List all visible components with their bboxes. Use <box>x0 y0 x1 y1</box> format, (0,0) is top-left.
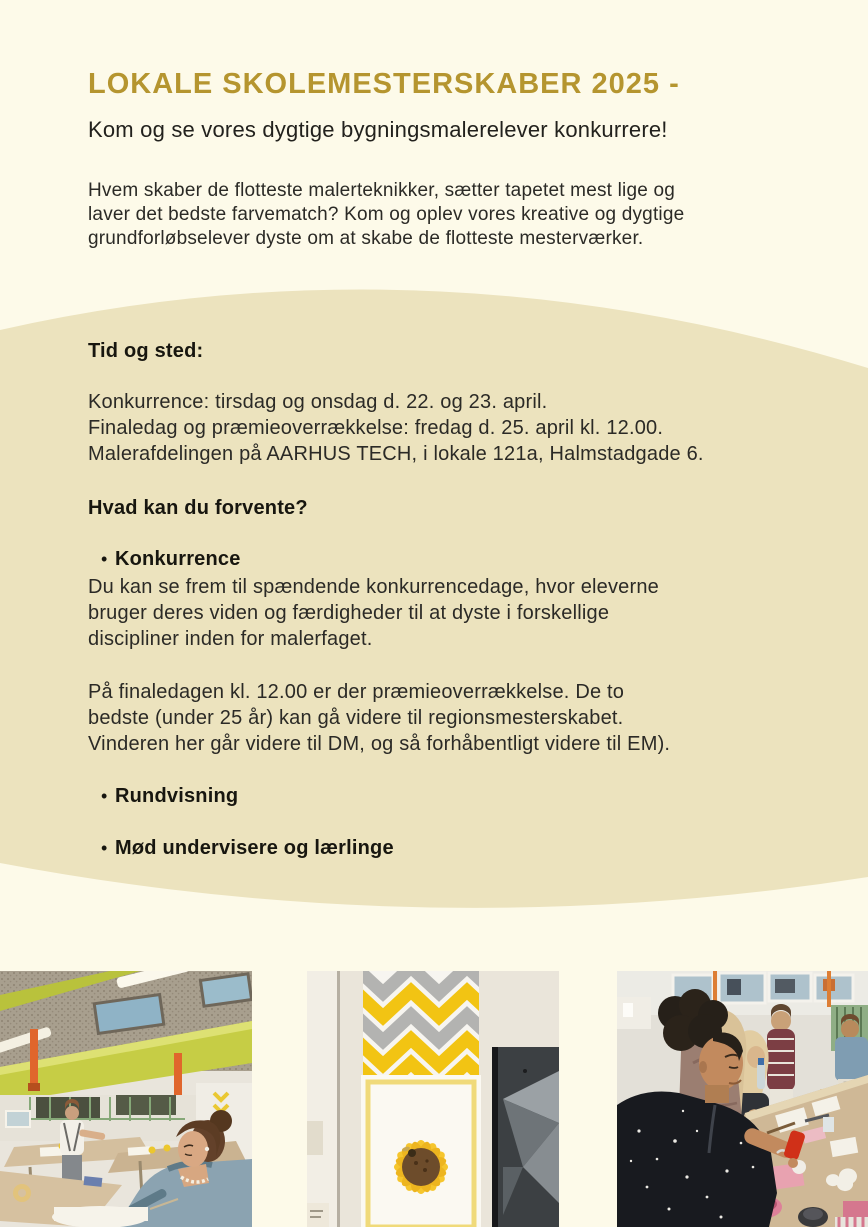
finale-description <box>88 679 670 757</box>
chevron-pattern <box>355 971 495 1089</box>
competition-description <box>88 574 659 652</box>
bullet-label: Rundvisning <box>115 785 239 807</box>
photo-sunflower-door <box>307 971 559 1227</box>
intro-line: Hvem skaber de flotteste malerteknikker, sætter tapetet mest lige og <box>88 180 676 201</box>
sunflower-panel <box>361 1075 481 1227</box>
time-place-line: Finaledag og præmieoverrækkelse: fredag d. 25. april kl. 12.00. <box>88 417 664 439</box>
intro-paragraph <box>88 179 684 251</box>
finale-line: bedste (under 25 år) kan gå videre til regionsmesterskabet. <box>88 707 624 729</box>
bullet-item-tour <box>88 783 238 809</box>
time-place-details <box>88 389 704 467</box>
bullet-item-meet-teachers <box>88 835 394 861</box>
competition-line: bruger deres viden og færdigheder til at dyste i forskellige <box>88 602 610 624</box>
bullet-dot: • <box>101 786 108 806</box>
dark-geometric-panel <box>492 1047 559 1227</box>
bullet-label: Konkurrence <box>115 548 241 570</box>
bullet-dot: • <box>101 549 108 569</box>
intro-line: laver det bedste farvematch? Kom og oplev vores kreative og dygtige <box>88 204 685 225</box>
time-place-heading: Tid og sted: <box>88 340 204 362</box>
photo-painting-workshop <box>0 971 252 1227</box>
time-place-line: Konkurrence: tirsdag og onsdag d. 22. og 23. april. <box>88 391 548 413</box>
subtitle: Kom og se vores dygtige bygningsmalerelever konkurrere! <box>88 117 668 142</box>
expectations-heading: Hvad kan du forvente? <box>88 497 308 519</box>
photo-students-painting <box>617 971 868 1227</box>
bullet-dot: • <box>101 838 108 858</box>
bullet-label: Mød undervisere og lærlinge <box>115 837 394 859</box>
finale-line: På finaledagen kl. 12.00 er der præmieoverrækkelse. De to <box>88 681 625 703</box>
competition-line: discipliner inden for malerfaget. <box>88 628 373 650</box>
finale-line: Vinderen her går videre til DM, og så forhåbentligt videre til EM). <box>88 733 671 755</box>
bullet-item-competition <box>88 546 241 572</box>
time-place-line: Malerafdelingen på AARHUS TECH, i lokale 121a, Halmstadgade 6. <box>88 443 704 465</box>
intro-line: grundforløbselever dyste om at skabe de flotteste mesterværker. <box>88 228 644 249</box>
competition-line: Du kan se frem til spændende konkurrencedage, hvor eleverne <box>88 576 660 598</box>
page-title: LOKALE SKOLEMESTERSKABER 2025 - <box>88 68 680 100</box>
